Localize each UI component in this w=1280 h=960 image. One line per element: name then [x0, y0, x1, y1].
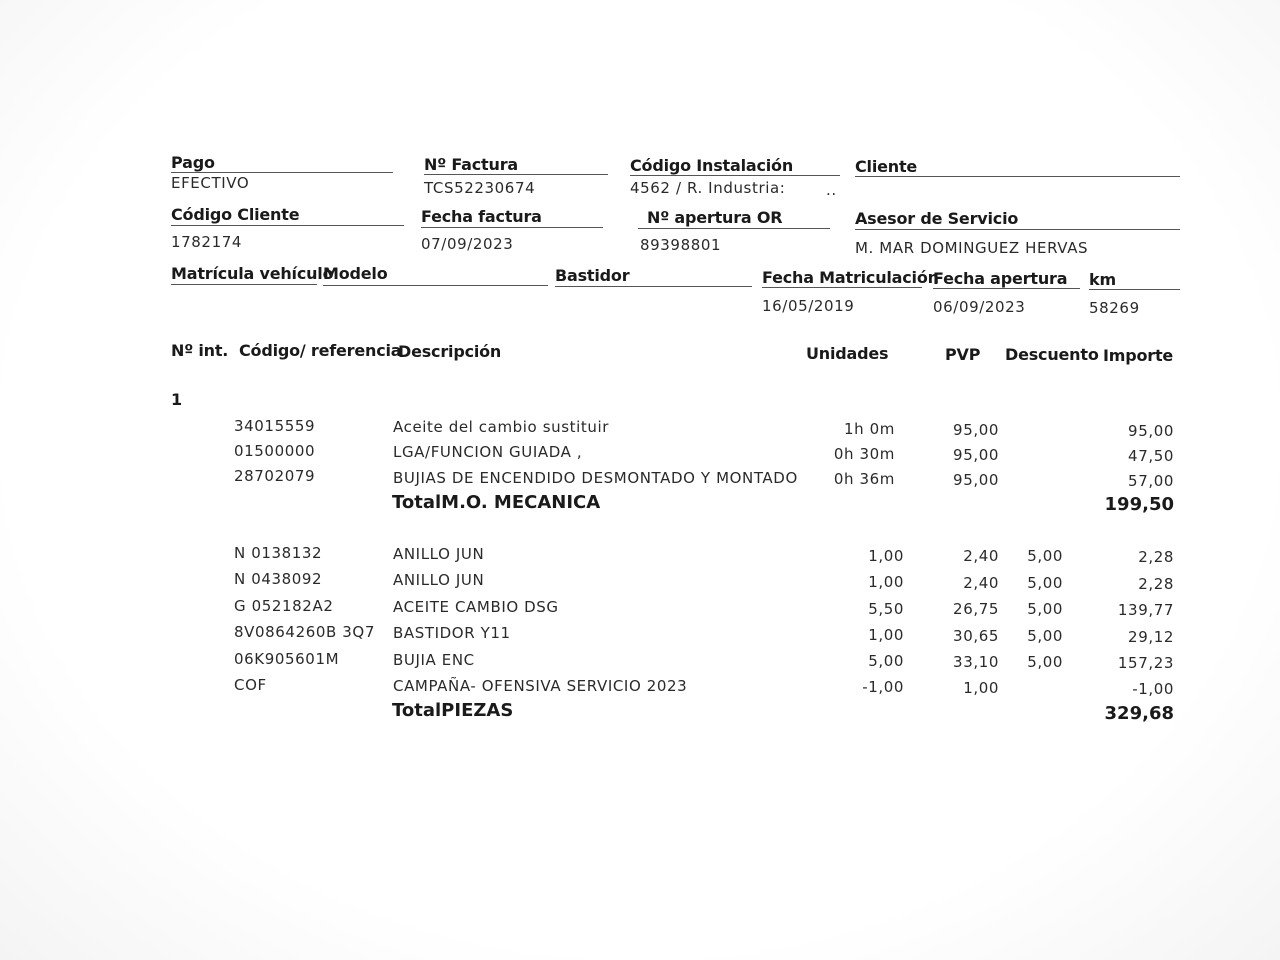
cell-descripcion: BUJIAS DE ENCENDIDO DESMONTADO Y MONTADO [393, 469, 798, 487]
fecha-matriculacion-underline [762, 287, 922, 288]
cell-descripcion: ANILLO JUN [393, 571, 485, 589]
col-nint: Nº int. [171, 341, 229, 360]
fecha-factura-value: 07/09/2023 [421, 235, 514, 253]
col-pvp: PVP [945, 345, 981, 364]
cell-codigo: 28702079 [234, 467, 316, 485]
factura-underline [424, 174, 608, 175]
col-importe: Importe [1103, 346, 1174, 365]
cell-unidades: 1h 0m [844, 420, 895, 438]
modelo-label: Modelo [323, 264, 388, 283]
col-unidades: Unidades [806, 344, 889, 363]
factura-label: Nº Factura [424, 155, 518, 174]
cell-importe: 95,00 [1128, 422, 1174, 440]
cell-pvp: 26,75 [953, 600, 999, 618]
cell-unidades: -1,00 [862, 678, 904, 696]
bastidor-label: Bastidor [555, 266, 630, 285]
cell-pvp: 2,40 [963, 547, 999, 565]
cell-unidades: 1,00 [868, 626, 904, 644]
cell-pvp: 95,00 [953, 471, 999, 489]
pago-underline [171, 172, 393, 173]
cell-descripcion: ANILLO JUN [393, 545, 485, 563]
asesor-label: Asesor de Servicio [855, 209, 1019, 228]
cell-importe: 157,23 [1117, 654, 1174, 672]
fecha-apertura-value: 06/09/2023 [933, 298, 1026, 316]
cell-unidades: 1,00 [868, 573, 904, 591]
asesor-underline [855, 229, 1180, 230]
cell-codigo: COF [234, 676, 267, 694]
cell-codigo: N 0438092 [234, 570, 323, 588]
cliente-underline [855, 176, 1180, 177]
fecha-apertura-underline [933, 288, 1080, 289]
cell-importe: 139,77 [1117, 601, 1174, 619]
km-label: km [1089, 270, 1116, 289]
cell-descuento: 5,00 [1027, 627, 1063, 645]
cell-descuento: 5,00 [1027, 547, 1063, 565]
cell-codigo: 34015559 [234, 417, 316, 435]
cell-descripcion: ACEITE CAMBIO DSG [393, 598, 559, 616]
fecha-matriculacion-label: Fecha Matriculación [762, 268, 939, 287]
cell-unidades: 1,00 [868, 547, 904, 565]
fecha-factura-label: Fecha factura [421, 207, 542, 226]
asesor-value: M. MAR DOMINGUEZ HERVAS [855, 239, 1089, 257]
km-value: 58269 [1089, 299, 1140, 317]
cell-pvp: 95,00 [953, 446, 999, 464]
factura-value: TCS52230674 [424, 179, 536, 197]
cliente-label: Cliente [855, 157, 918, 176]
fecha-matriculacion-value: 16/05/2019 [762, 297, 855, 315]
cell-pvp: 1,00 [963, 679, 999, 697]
apertura-or-label: Nº apertura OR [647, 208, 783, 227]
pago-label: Pago [171, 153, 215, 172]
cell-unidades: 5,00 [868, 652, 904, 670]
cell-importe: 2,28 [1138, 548, 1174, 566]
cell-pvp: 2,40 [963, 574, 999, 592]
instalacion-underline [630, 175, 840, 176]
parts-total-value: 329,68 [1104, 703, 1174, 724]
cell-codigo: 06K905601M [234, 650, 340, 668]
matricula-label: Matrícula vehículo [171, 264, 334, 283]
group-number: 1 [171, 390, 182, 409]
cell-codigo: 8V0864260B 3Q7 [234, 623, 375, 641]
instalacion-value: 4562 / R. Industria: [630, 179, 786, 197]
matricula-underline [171, 284, 317, 285]
codigo-cliente-underline [171, 225, 404, 226]
modelo-underline [323, 285, 548, 286]
col-descuento: Descuento [1005, 345, 1099, 364]
cell-codigo: 01500000 [234, 442, 316, 460]
instalacion-label: Código Instalación [630, 156, 794, 175]
cell-importe: 47,50 [1128, 447, 1174, 465]
labor-total-value: 199,50 [1104, 494, 1174, 515]
cell-importe: 2,28 [1138, 575, 1174, 593]
col-codigo: Código/ referencia [239, 341, 402, 360]
instalacion-extra: .. [826, 181, 837, 199]
col-descripcion: Descripción [398, 342, 502, 361]
cell-descripcion: Aceite del cambio sustituir [393, 418, 609, 436]
cell-descuento: 5,00 [1027, 574, 1063, 592]
labor-total-label: TotalM.O. MECANICA [392, 492, 601, 513]
cell-importe: 57,00 [1128, 472, 1174, 490]
cell-descuento: 5,00 [1027, 600, 1063, 618]
cell-unidades: 5,50 [868, 600, 904, 618]
cell-descripcion: CAMPAÑA- OFENSIVA SERVICIO 2023 [393, 677, 688, 695]
parts-total-label: TotalPIEZAS [392, 700, 514, 721]
cell-importe: -1,00 [1132, 680, 1174, 698]
codigo-cliente-value: 1782174 [171, 233, 243, 251]
fecha-factura-underline [421, 227, 603, 228]
pago-value: EFECTIVO [171, 174, 250, 192]
cell-pvp: 33,10 [953, 653, 999, 671]
fecha-apertura-label: Fecha apertura [933, 269, 1068, 288]
apertura-or-underline [638, 228, 830, 229]
cell-importe: 29,12 [1128, 628, 1174, 646]
cell-descripcion: BUJIA ENC [393, 651, 475, 669]
codigo-cliente-label: Código Cliente [171, 205, 300, 224]
apertura-or-value: 89398801 [640, 236, 722, 254]
cell-codigo: G 052182A2 [234, 597, 334, 615]
cell-descripcion: BASTIDOR Y11 [393, 624, 511, 642]
cell-unidades: 0h 36m [833, 470, 895, 488]
cell-codigo: N 0138132 [234, 544, 323, 562]
km-underline [1089, 289, 1180, 290]
cell-descripcion: LGA/FUNCION GUIADA , [393, 443, 583, 461]
bastidor-underline [555, 286, 752, 287]
cell-unidades: 0h 30m [833, 445, 895, 463]
cell-pvp: 30,65 [953, 627, 999, 645]
cell-pvp: 95,00 [953, 421, 999, 439]
cell-descuento: 5,00 [1027, 653, 1063, 671]
